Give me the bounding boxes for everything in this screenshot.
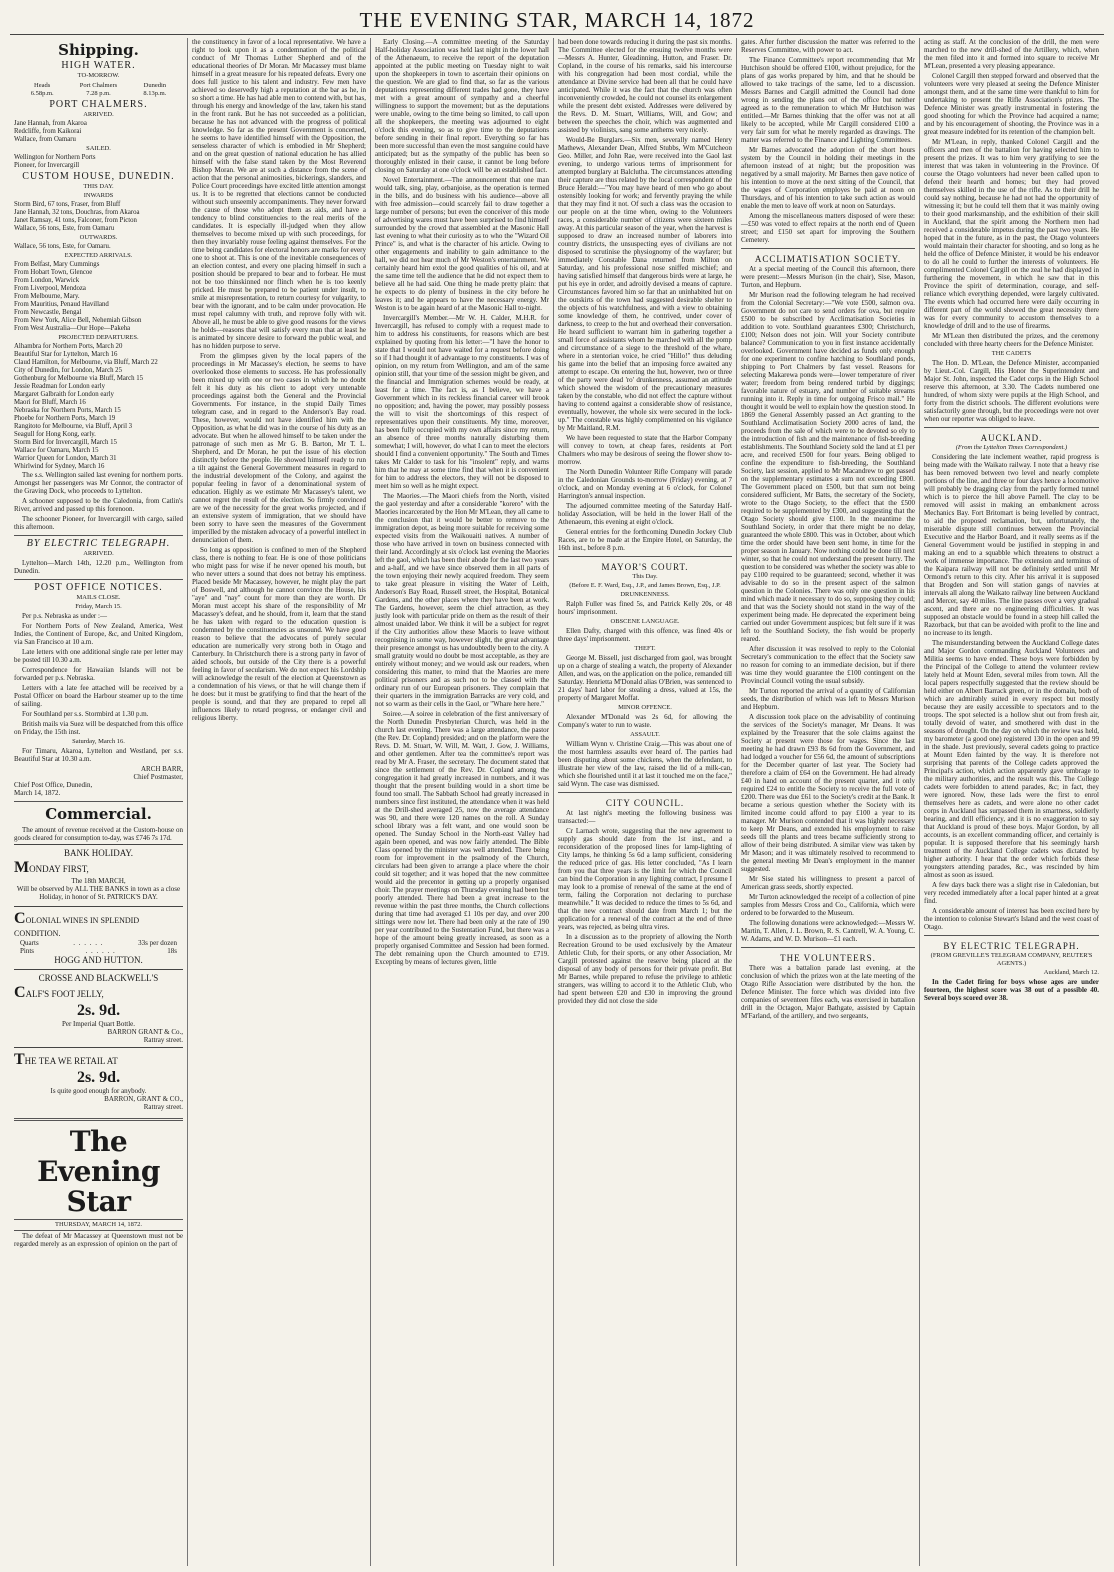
- council-paragraph: At last night's meeting the following business was transacted:—: [558, 809, 732, 825]
- divider: [14, 535, 183, 536]
- court-subhead: THEFT.: [634, 645, 656, 652]
- news-paragraph: Colonel Cargill then stepped forward and observed that the volunteers were very pleased at seeing the Defence Minister amongst them, and at the same time were thankful to him for undertaking to present the Rifle Association's prizes. The Defence Minister was greatly instrumental in fostering the good shooting for which the Province had acquired a name; and by his encouragement of shooting, the Province was in a great measure indebted for its retention of the champion belt.: [924, 72, 1099, 136]
- volunteers-paragraph: There was a battalion parade last evening, at the conclusion of which the prizes won at the late meeting of the Otago Rifle Association were distributed by the hon. the Defence Minister. The force which was divided into five companies of seventeen files each, was exercised in battalion drill in the Octagon, Major Bathgate, assisted by Captain M'Farland, of the artillery, and two sergeants,: [741, 964, 915, 1020]
- mayors-court-day: This Day.: [632, 573, 658, 580]
- cadets-heading: THE CADETS: [991, 350, 1032, 357]
- divider: [924, 427, 1099, 428]
- wines-ad: [14, 906, 183, 969]
- to-morrow-label: TO-MORROW.: [77, 72, 120, 79]
- bank-date: The 18th MARCH,: [71, 877, 126, 885]
- column-2: [188, 38, 371, 1566]
- court-subhead: ASSAULT.: [630, 731, 660, 738]
- auckland-subtitle: (From the Lyttelton Times Correspondent.): [955, 444, 1068, 451]
- post-footer: Chief Post Office, Dunedin,: [14, 781, 93, 789]
- column-5: [737, 38, 920, 1566]
- leader-paragraph: From the glimpses given by the local papers of the proceedings in Mr Macassey's election, he seems to have overlooked those elements to success. He has professionally been mixed up with one or two cases in which he no doubt felt it his duty as his client to adopt very untenable proceedings against both the General and the Provincial Governments. For instance, in the stupid Daily Times telegram case, and in regard to the Anderson's Bay road. These, however, would not have identified him with the Opposition, as what he did was in the course of his duty as an advocate. But when he allowed himself to be taken under the patronage of such men as Mr G. B. Barton, Mr T. L. Shepherd, and Dr Moran, he put the issue of his election distinctly before the people. He showed himself ready to run a tilt against the General Government measures in regard to the industrial development of the Colony, and against the popular feeling in favor of a denominational system of education. Highly as we estimate Mr Macassey's talent, we cannot regret the result of the election. So firmly convinced are we of the necessity for the great works projected, and if an extensive system of immigration, that we should have been sorry to have seen the measures of the Government imperilled by the mistaken advocacy of a powerful intellect in denunciation of them.: [192, 352, 366, 544]
- auckland-title: AUCKLAND.: [980, 433, 1043, 443]
- news-paragraph: The North Dunedin Volunteer Rifle Company will parade in the Caledonian Grounds to-morrow (Friday) evening, at 7 o'clock, and on Monday evening at 6 o'clock, for Colonel Harrington's annual inspection.: [558, 468, 732, 500]
- post-signature: ARCH BARR,: [140, 765, 183, 773]
- post-signature-title: Chief Postmaster,: [133, 773, 183, 781]
- auckland-paragraph: The misunderstanding between the Auckland College dates and Major Gordon commanding Auckland Volunteers and Militia seems to have ended. These boys were forbidden by the Principal of the College to attend the volunteer review lately held at Mount Eden, several miles from town. All the local papers respectfully suggested that the review should be held either on Albert Barrack green, or in the domain, both of which are admirably suited in every respect but mostly because they are easily accessible to spectators and to the troops. The spot selected is a hollow shut out from fresh air, totally devoid of water, and smothered with dust in the seasons of drought. On the day on which the review was held, my barometer (a good one) registered 130 in the open and 99 in the shade. Just previously, several cadets going to practice at Mount Eden fainted by the way. It is therefore not surprising that parents of the College cadets approved the Principal's action, which action apparently gave umbrage to the military authorities, and the result was this. The College cadets were forbidden to attend parades, &c; in fact, they were ignored. Now, these lads were the first to enrol themselves here as cadets, and were alone no other cadet corps in Auckland has surpassed them in smartness, soldierly bearing, and drill efficiency, and it is no exaggeration to say that Auckland is proud of these boys. Major Gordon, by all accounts, is an excellent commanding officer, and certainly is popular. It is supposed therefore that his seemingly harsh treatment of the Auckland College cadets was dictated by higher authority. I hear that the order which forbids these youngsters attending parades, &c., was rescinded by him almost as soon as issued.: [924, 639, 1099, 879]
- column-6: [920, 38, 1103, 1566]
- divider: [924, 935, 1099, 936]
- arrived-list: Jane Hannah, from Akaroa Redcliffe, from Kaikorai Wallace, from Oamaru: [14, 120, 87, 143]
- shipping-title: Shipping.: [58, 41, 139, 59]
- court-text: William Wynn v. Christine Craig.—This was about one of the most harmless assaults ever heard of. The parties had been disputing about some chickens, when the defendant, to illustrate her view of the law, raised the lid of a milk-can, which she flourished until it at last it touched me on the face," said Wynn. The case was dismissed.: [558, 740, 732, 788]
- auckland-paragraph: A few days back there was a slight rise in Caledonian, but very receded immediately after a local paper hinted at a great find.: [924, 881, 1099, 905]
- column-4: [554, 38, 737, 1566]
- shipping-note: The schooner Pioneer, for Invercargill with cargo, sailed this afternoon.: [14, 515, 183, 531]
- court-subhead: DRUNKENNESS.: [620, 591, 670, 598]
- tide-heads: Heads 6.58p.m.: [30, 82, 54, 97]
- accl-paragraph: At a special meeting of the Council this afternoon, there were present:—Messrs Murison (in the chair), Sise, Mason, Turton, and Hepburn.: [741, 265, 915, 289]
- post-line: Letters with a late fee attached will be received by a Postal Officer on board the Harbour steamer up to the time of sailing.: [14, 684, 183, 708]
- mayors-court-bench: (Before E. F. Ward, Esq., J.P., and James Brown, Esq., J.P.: [569, 582, 721, 589]
- tea-seller: BARRON, GRANT & CO.,: [104, 1095, 183, 1103]
- jelly-top: CROSSE AND BLACKWELL'S: [38, 973, 159, 983]
- court-subhead: OBSCENE LANGUAGE.: [610, 618, 680, 625]
- volunteers-title: THE VOLUNTEERS.: [780, 953, 876, 963]
- news-paragraph: General entries for the forthcoming Dunedin Jockey Club Races, are to be made at the Empire Hotel, on Saturday, the 16th inst., before 8 p.m.: [558, 528, 732, 552]
- column-1: [10, 38, 188, 1566]
- tea-price: 2s. 9d.: [76, 1069, 121, 1086]
- accl-paragraph: A discussion took place on the advisability of continuing the services of the Society's manager, Mr Deans. It was explained by the Treasurer that the sole claims against the Society at present were those for wages. Since the last meeting he had drawn £93 8s 6d from the Government, and had lodged a voucher for £56 6d, the amount of subscriptions for the December quarter of last year. The Society had therefore a claim of £64 on the Government. He had already £40 in hand on account of the present quarter, and it only required £24 to entitle the Society to receive the full vote of £200. There was due £61 to the Society's credit at the Bank. It became a serious question whether the Society with its limited income could afford to pay £100 a year to its manager. Mr Murison contended that it was highly necessary to keep Mr Deans, and extended his employment to raise seeds till the plants and trees became sufficiently strong to allow of their being distributed. A similar view was taken by Mr Mason; and it was ultimately resolved to recommend to the general meeting Mr Dean's employment in the manner suggested.: [741, 713, 915, 873]
- top-rule: [10, 34, 1104, 35]
- commercial-title: Commercial.: [45, 805, 152, 823]
- post-line: Saturday, March 16.: [72, 738, 125, 745]
- telegraph-arrived: ARRIVED.: [83, 550, 114, 557]
- tide-dunedin: Dunedin 8.13p.m.: [143, 82, 167, 97]
- accl-paragraph: Mr Sise stated his willingness to present a parcel of American grass seeds, shortly expected.: [741, 875, 915, 891]
- post-line: Per p.s. Nebraska as under :—: [22, 612, 107, 620]
- telegraph-date: Auckland, March 12.: [1043, 969, 1099, 976]
- outwards-heading: OUTWARDS.: [79, 234, 118, 241]
- news-paragraph: Novel Entertainment.—The announcement that one man would talk, sing, play, orbanjoise, as the operation is termed in the bills, and do business with his audience—above all with free admission—could scarcely fail to draw together a large number of persons; but even the conceiver of this mode of advertising wares must have been surprised to find himself surrounded by the crowd that assembled at the Masonic Hall last evening to what their curiosity as to who the "Wizard Oil Prince" is, and what is the character of his article. Owing to other engagements and inability to gain admittance to the hall, we did not hear much of Mr Weston's entertainment. We certainly heard him extol the good qualities of his oil, and at the same time tell the audience that he did not expect them to believe all he had said. One thing he made pretty plain: that he expects to do plenty of business in the city before he leaves it; and he appears to have the necessary energy. Mr Weston is to be again heard of at the Masonic Hall to-night.: [375, 176, 549, 312]
- customs-heading: CUSTOM HOUSE, DUNEDIN.: [22, 171, 175, 182]
- outwards-list: Wallace, 56 tons, Este, for Oamaru.: [14, 243, 111, 250]
- council-paragraph: In a discussion as to the propriety of allowing the North Recreation Ground to be used exclusively by the Amateur Athletic Club, for their sports, or any other Association, Mr Cargill protested against the reserve being placed at the disposal of any body of persons for their private profit. But Mr Barnes, while prepared to refuse the privilege to athletic strangers, was willing to accord it to the Athletic Club, who had spent between £20 and £30 in improving the ground provided they did not close the side: [558, 933, 732, 1005]
- post-line: For Southland per s.s. Stormbird at 1.30 p.m.: [22, 710, 149, 718]
- telegraph-heading: BY ELECTRIC TELEGRAPH.: [26, 538, 171, 549]
- news-paragraph: Among the miscellaneous matters disposed of were these:—£50 was voted to effect repairs at the north end of Queen street; and £150 set apart for improving the Southern Cemetery.: [741, 212, 915, 244]
- auckland-paragraph: A considerable amount of interest has been excited here by the intention to colonise Stewart's Island and the west coast of Otago.: [924, 907, 1099, 931]
- post-line: For Northern Ports of New Zealand, America, West Indies, the Continent of Europe, &c, and United Kingdom, via San Francisco at 10 a.m.: [14, 622, 183, 646]
- news-paragraph: Soiree.—A soiree in celebration of the first anniversary of the North Dunedin Presbyterian Church, was held in the church last evening. There was a large attendance, the pastor (the Rev. Dr. Copland) presided; and on the platform were the Revs. D. M. Stuart, W. Will, M. Watt, J. Gow, J. Williams, and other gentlemen. After tea the committee's report was read by Mr A. Fraser, the secretary. The document stated that since the settlement of the Rev. Dr. Copland among the congregation it had greatly increased in numbers, and it was thought that the present building would in a short time be found too small. The Sabbath School had greatly increased in numbers since first instituted, the attendance when it was held at the Drill-shed averaged 25, now the average attendance was 90, and there were 120 names on the roll. A Sunday school library was a felt want, and one would soon be opened. The Sunday School in the North-east Valley had again been opened, and was now fairly attended. The Bible Class opened by the minister was well attended. There being room for improvement in the psalmody of the Church, circulars had been given to arrange a place where the choir could sit together; and it was hoped that the new committee would aid the precentor in getting up a properly organised choir. The prayer meetings on Thursday evening had been but poorly attended. There had been a great increase to the revenue within the past three months, the Church collections during that time had averaged £1 10s per day, and over 200 sittings were now let. There had been only at the rate of 190 per year contributed to the Sustentation Fund, but there was a hope of the amount being greatly increased, as soon as a properly organised Committee and Session had been formed. The debt remaining upon the Church amounted to £719. Excepting by means of lectures given, little: [375, 710, 549, 966]
- shipping-note: The s.s. Wellington sailed last evening for northern ports. Amongst her passengers was Mr Connor, the contractor of the Graving Dock, who proceeds to Lyttelton.: [14, 471, 183, 495]
- acclimatisation-title: ACCLIMATISATION SOCIETY.: [754, 254, 902, 264]
- post-office-heading: POST OFFICE NOTICES.: [34, 582, 163, 593]
- divider: [741, 248, 915, 249]
- telegraph-title: BY ELECTRIC TELEGRAPH.: [943, 941, 1080, 951]
- court-subhead: MINOR OFFENCE.: [618, 704, 672, 711]
- sailed-list: Wellington for Northern Ports Pioneer, for Invercargill: [14, 154, 96, 169]
- bank-first-line: MONDAY FIRST,: [14, 859, 89, 876]
- bank-title: BANK HOLIDAY.: [63, 848, 133, 858]
- columns: [10, 38, 1104, 1566]
- news-paragraph: We have been requested to state that the Harbor Company will convey to town, at cheap fares, residents at Port Chalmers who may be desirous of seeing the flower show to-morrow.: [558, 434, 732, 466]
- post-line: British mails via Suez will be despatched from this office on Friday, the 15th inst.: [14, 720, 183, 736]
- leader-paragraph: the constituency in favor of a local representative. We have a right to look upon it as a condemnation of the political conduct of Mr Thomas Luther Shepherd and of the educational theories of Dr Moran. Mr Macassey must blame himself in a great measure for his repeated defeats. Every one does full justice to his talent and industry. Few men have achieved so deservedly high a reputation at the bar as he, in so short a time. He has had able men to contend with, but has, through his energy and knowledge of the law, taken his stand in the front rank. But he has not succeeded as a politician, because he has not advanced with the progress of political knowledge. So far as the present Government is concerned, he seems to have identified himself with the Opposition, the senseless character of which is embodied in Mr Shepherd; and on the great question of national education he has allied himself with the false stand taken by the Most Reverend Bishop Moran. We are at such a distance from the scene of action that the personal animosities, bickerings, slanders, and Police Court proceedings have excited little attention amongst us. It is to be regretted that elections cannot be conducted without such unseemly accompaniments. They never forward the cause of those who adopt them as aids, and have a tendency to blind constituencies to the real merits of the candidates. It is especially ill-judged when they allow themselves to become mixed up with such proceedings, for then they invariably rouse feeling against themselves. For the time being candidates for electoral honors are marks for every one to shoot at. This is one of the inevitable consequences of an election contest, and every one placing himself in such a position should be prepared to bear and to forbear. He must not be too thinskinned nor flinch when he is too keenly pricked. He must be prepared to be patient under insult, to smile at misrepresentation, to return courtesy for vulgarity, to bear with the ignorant, and to be calm under provocation. He must repel calumny with truth, and reprove folly with wit. Above all, he must be able to give good reasons for the views he holds—reasons that will satisfy every man that at least he is animated by sincere desire to forward the public weal, and has no hidden purpose to serve.: [192, 38, 366, 350]
- expected-list: From Belfast, Mary Cummings From Hobart Town, Glencoe From London, Warwick From Liverpool, Mendoza From Melbourne, Mary. From Mauritius, Penaud Havilland From Newcastle, Bengal From New York, Alice Bell, Nehemiah Gibson From West Australia—Our Hope—Pakeha: [14, 261, 142, 332]
- mayors-court-title: MAYOR'S COURT.: [601, 562, 689, 572]
- accl-paragraph: The following donations were acknowledged:—Messrs W. Martin, T. Allen, J. L. Brown, R. S. Cantrell, W. A. Young, C. W. Adams, and W. D. Murison—£1 each.: [741, 919, 915, 943]
- divider: [14, 1118, 183, 1121]
- news-paragraph: Mr M'Lean then distributed the prizes, and the ceremony concluded with three hearty cheers for the Defence Minister.: [924, 332, 1099, 348]
- tide-table: [14, 82, 183, 98]
- post-line: For Timaru, Akaroa, Lyttelton and Westland, per s.s. Beautiful Star at 10.30 a.m.: [14, 747, 183, 763]
- customs-day: THIS DAY.: [83, 183, 114, 190]
- cadets-paragraph: The Hon. D. M'Lean, the Defence Minister, accompanied by Lieut.-Col. Cargill, His Honor the Superintendent and Major St. John, inspected the Cadet corps in the High School reserve this afternoon, at 3.30. The Cadets numbered one hundred, of whom sixty were pupils at the High School, and forty from the district schools. The different evolutions were satisfactorily gone through, but the proceedings were not over when our reporter was obliged to leave.: [924, 359, 1099, 423]
- city-council-title: CITY COUNCIL.: [605, 798, 685, 808]
- jelly-title: CALF'S FOOT JELLY,: [14, 984, 104, 1001]
- divider: [14, 579, 183, 580]
- post-footer-date: March 14, 1872.: [14, 789, 61, 797]
- news-paragraph: Early Closing.—A committee meeting of the Saturday Half-holiday Association was held last night in the lower hall of the Athenaeum, to receive the report of the deputation appointed at the public meeting on Tuesday night to wait upon the shopkeepers in town to ascertain their opinions on the question. We are glad to find that, so far as the various deputations representing different trades had gone, they have met with a great amount of sympathy and a cheerful willingness to support the movement; but as the deputations were unable, owing to the time being so limited, to call upon all the shopkeepers, the meeting was adjourned to eight o'clock this evening, so as to give time to the deputations before sending in their final report. Everything so far has been more successful than even the most sanguine could have anticipated; but as the sympathy of the public has been so thoroughly enlisted in their cause, it cannot be long before closing on Saturday at one o'clock will be an established fact.: [375, 38, 549, 174]
- nameplate-date: THURSDAY, MARCH 14, 1872.: [14, 1219, 183, 1231]
- tea-ad: [14, 1047, 183, 1114]
- inwards-heading: INWARDS: [83, 192, 114, 199]
- court-text: George M. Bissell, just discharged from gaol, was brought up on a charge of stealing a watch, the property of Alexander Allen, and was, on the application on the police, remanded till Saturday. Henrietta M'Donald alias O'Brien, was sentenced to 21 days' hard labor for stealing a dress, valued at 15s, the property of Margaret Moffat.: [558, 654, 732, 702]
- court-text: Ralph Fuller was fined 5s, and Patrick Kelly 20s, or 48 hours' imprisonment.: [558, 600, 732, 616]
- divider: [741, 947, 915, 948]
- divider: [14, 801, 183, 802]
- column-3: [371, 38, 554, 1566]
- jelly-ad: [14, 969, 183, 1047]
- jelly-per: Per Imperial Quart Bottle.: [61, 1020, 136, 1028]
- telegraph-subtitle: (FROM GREVILLE'S TELEGRAM COMPANY, REUTER'S AGENTS.): [930, 952, 1093, 967]
- departures-heading: PROJECTED DEPARTURES.: [58, 334, 139, 341]
- divider: [558, 792, 732, 793]
- news-paragraph: Mr M'Lean, in reply, thanked Colonel Cargill and the officers and men of the battalion for having selected him to present the prizes. It was to him very gratifying to see the interest that was taken in volunteering in the Province. Of course the Otago volunteers had never been called upon to defend their hearth and homes; but they had proved themselves skilled in the use of the rifle. As to their drill he could say nothing, because he had not had the opportunity of witnessing it; but he could tell them that it was mainly owing to their good marksmanship, and the exhibition of their skill in Auckland, that the spirit among the Northern men had received a considerable impetus during the past two years. He hoped that in the future, as in the past, the Otago volunteers would maintain their character for shooting, and so long as he held the office of Defence Minister, it would be his endeavor to do all he could to further the interests of volunteers. He complimented Colonel Cargill on the zeal he had displayed in furthering the movement, in which he saw that in this Province the spirit of determination, courage, and self-reliance which everything depended, were largely cultivated. The events which had occurred here were daily occurring in different part of the world showed the great necessity there was for every community to accustom themselves to a knowledge of drill and to the use of firearms.: [924, 138, 1099, 330]
- telegraph-paragraph: In the Cadet firing for boys whose ages are under fourteen, the highest score was 38 out of a possible 40. Several boys scored over 38.: [924, 978, 1099, 1002]
- shipping-note: A schooner supposed to be the Caledonia, from Catlin's River, arrived and passed up this forenoon.: [14, 497, 183, 513]
- wines-seller: HOGG AND HUTTON.: [54, 955, 143, 965]
- news-paragraph: gates. After further discussion the matter was referred to the Reserves Committee, with power to act.: [741, 38, 915, 54]
- port-heading: PORT CHALMERS.: [49, 99, 148, 110]
- tide-port-chalmers: Port Chalmers 7.28 p.m.: [79, 82, 118, 97]
- news-paragraph: Invercargill's Member.—Mr W. H. Calder, M.H.R. for Invercargill, has refused to comply with a request made to him to address his constituents, for reasons which are best explained by quoting from his letter:—"I have the honor to state that I would not have waited for a request before doing so if I had thought it of advantage to my constituents. I was of opinion, on my return from Wellington, and am of the same opinion still, that your time of the session might be given, and the financial and Immigration schemes would be ready, at least for a time. The fact is, as I believe, we have a Government which in its reckless financial career will brook no opposition; and, having the power, may possibly possess the will to visit the shortcomings of this respect of representatives upon their constituents. My time, moreover, has been fully occupied with my own affairs since my return, an absence of three months naturally disturbing them somewhat; I will, however, do what I can to meet the electors should I find a convenient opportunity." The South and Times takes Mr Calder to task for his "insolent" reply, and warns him that he may at some time find that when it is convenient for him to address the electors, they will not be disposed to meet him so well as he might expect.: [375, 314, 549, 490]
- mails-close-heading: MAILS CLOSE.: [76, 594, 121, 601]
- jelly-street: Rattray street.: [143, 1036, 183, 1044]
- commercial-text: The amount of revenue received at the Custom-house on goods cleared for consumption to-day, was £746 7s 17d.: [14, 826, 183, 842]
- news-paragraph: Would-Be Burglars.—Six men, severally named Henry Mathews, Alexander Dean, Alfred Stubbs, Wm M'Cutcheon Geo. Miller, and John Rae, were received into the Gaol last evening, to undergo various terms of imprisonment for attempted burglary at Balclutha. The circumstances attending their capture are thus related by the local correspondent of the Bruce Herald:—"You may have heard of men who go about ostensibly looking for work; and fervently praying the while that they may find it not. Of such a class was the occasion to our people on at the time when, owing to the Volunteers races, a considerable number of citizens were sixteen miles away. At this particular season of the year, when the harvest is supposed to draw an increased number of laborers into country districts, the unsuspecting eyes of civilians are not disposed to scrutinise the physiognomy of the wayfarer; but immediately Constable Dana returned from Milton on Saturday, and his professional nose sniffed mischief; and having satisfied himself that dangerous birds were at large, he put his eye in order, and adroitly devised a means of capture. Circumstances favored him so far that an uninhabited hut on the outskirts of the town had suggested desirable shelter to the objects of his watchfulness, and with a view to obtaining some knowledge of them, he contrived, under cover of darkness, to creep to the hut and overhead their conversation. He heard sufficient to warrant him in gathering together a small force of assistants whom he marched with all the pomp and circumstance of a siege to the threshold of the whare, where in a stentorian voice, he cried "Hillo!" thus deluding his game into the belief that an imposing force awaited any attempt to escape. On entering the hut, however, two or three of the party were dead 'ro' drunkenness, assumed an attitude which showed the wisdom of the precautionary measures taken by the constable, who did not effect the capture without having to contend against a considerable show of resistance, eventually, however, the whole six were secured in the lock-up." The constable was highly complimented on his vigilance by Mr Maitland, R.M.: [558, 136, 733, 432]
- news-paragraph: Mr Barnes advocated the adoption of the short hours system by the Council in holding their meetings in the afternoon instead of at night; but the proposition was negatived by a small majority. Mr Barnes then gave notice of his intention to move at the next sitting of the Council, that the wages of Corporation employes be paid at noon on Thursdays, and of his intention to take such action as would enable the men to leave off work at noon on Saturdays.: [741, 146, 915, 210]
- wines-title: COLONIAL WINES IN SPLENDID CONDITION.: [14, 910, 140, 938]
- wines-row: Pints . . . . . . 18s: [20, 947, 177, 955]
- bank-holiday-ad: [14, 844, 183, 906]
- nameplate: The Evening Star: [37, 1125, 160, 1218]
- court-text: Ellen Dafty, charged with this offence, was fined 40s or three days' imprisonment.: [558, 627, 732, 643]
- news-paragraph: The Finance Committee's report recommending that Mr Hutchison should be offered £100, without prejudice, for the plans of gas works prepared by him, and that he should be allowed to take tracings of the same, led to a discussion. Messrs Barnes and Cargill admitted the Council had done wrong in sending the plans out of the office but neither agreed as to the remuneration to which Mr Hutchison was entitled.—Mr Barnes thinking that the offer was not at all likely to be accepted, while Mr Cargill considered £100 a very fair sum for what he merely regarded as drawings. The matter was referred to the Finance and Lighting Committees.: [741, 56, 915, 144]
- jelly-price: 2s. 9d.: [76, 1002, 121, 1019]
- sailed-heading: SAILED.: [86, 145, 111, 152]
- inwards-list: Storm Bird, 67 tons, Fraser, from Bluff Jane Hannah, 32 tons, Douchras, from Akaroa Janet Ramsay, 41 tons, Falconer, from Picton Wallace, 56 tons, Este, from Oamaru: [14, 201, 140, 232]
- leader-paragraph: So long as opposition is confined to men of the Shepherd class, there is nothing to fear. He is one of those politicians who might pass for wise if he never opened his mouth, but who never utters a sound that does not betray his emptiness. Placed beside Mr Macassey, however, he might play the part of Boswell, and although he cannot convince the House, his "aye" and "nay" count for more than they are worth. Dr Moran must accept his share of the responsibility of Mr Macassey's defeat, and he should, from it, learn that the stand he has taken with regard to the education question is condemned by the constituencies as unsound. We have good reason to believe that the advocates of purely secular education are numerically very strong both in Otago and Canterbury. In Christchurch there is a strong party in favor of aided schools, but outside of the City there is a powerful feeling in favor of secularism. We do not expect his Lordship will acknowledge the result of the election at Queenstown as a condemnation of his views, or that he will change them if he does: but it must be gratifying to find that the heart of the people is sound, and that they are prepared to repel all influences likely to retard progress, or endanger civil and religious liberty.: [192, 546, 366, 722]
- telegraph-text: Lyttelton—March 14th, 12.20 p.m., Wellington from Dunedin.: [14, 559, 183, 575]
- accl-paragraph: After discussion it was resolved to reply to the Colonial Secretary's communication to the effect that the Society saw no reason for coming to an immediate decision, but if there was time they would guarantee the £100 contingent on the Provincial Council voting the usual subsidy.: [741, 645, 915, 685]
- post-line: Late letters with one additional single rate per letter may be posted till 10.30 a.m.: [14, 648, 183, 664]
- tea-text: Is quite good enough for anybody.: [50, 1087, 147, 1095]
- news-paragraph: acting as staff. At the conclusion of the drill, the men were marched to the new drill-shed of the Artillery, which, when the men filed into it and formed into square to receive Mr M'Lean, presented a very pleasing appearance.: [924, 38, 1099, 70]
- accl-paragraph: Mr Murison read the following telegram he had received from the Colonial Secretary:—"We vote £500, salmon ova. Government do not care to send orders for ova, but require £500 to be subscribed by Acclimatisation Societies in addition to vote. Southland guarantees £300; Christchurch, £100; Nelson does not join. Will your Society contribute balance? Communication to you in first instance accidentally overlooked. Government have decided as funds only enough for one experiment to confine hatching to Southland ponds, shipping to Port Chalmers by fast vessel. Reasons for selecting Makarewa ponds were—lower temperature of river water; freedom from being rendered turbid by diggings; favorable nature of estuary, and number of suitable streams running into it. Reply in time for outgoing Frisco mail." He thought it would be well to explain how the question stood. In 1869 the General Assembly passed an Act granting to the Southland Acclimatisation Society 2000 acres of land, the proceeds from the sale of which were to be devoted so ely to the introduction of fish and the maintenance of fish-breeding establishments. The Southland Society sold the land at £1 per acre, and received £500 for four years. Being obliged to confine the expenditure to fish-breeding, the Southland Society, last session, applied to Mr Macandrew to get passed on the supplementary estimates a sum not exceeding £800. The Government placed on £500, but that sum not being considered sufficient, Mr Batts, the secretary of the Society, wrote to the Otago Society, to the effect that the £500 required to be supplemented by £300, and suggesting that the Otago Society should give £100. In the meantime the Southland Society, in order that there might be no delay, guaranteed the whole £800. This was in October, about which time the order should have been sent home, in time for the proper season in January. Now nothing could be done till next winter, so that he could not understand the present hurry. The question to be considered was whether the society was able to pay £100 required to be guaranteed; second, whether it was advisable to do so in the present aspect of the salmon question in the Colonies. There was only one question in his mind which made it necessary to do so, supposing they could; and that was the Society should not stand in the way of the experiment being made. He deprecated the experiment being carried out under Government auspices; but felt sure if it was left to the Southland Society, the fish would be properly reared.: [741, 291, 915, 643]
- high-water-heading: HIGH WATER.: [61, 60, 136, 71]
- accl-paragraph: Mr Turton reported the arrival of a quantity of Californian seeds, the distribution of which was left to Messrs Murison and Hepburn.: [741, 687, 915, 711]
- leader-start: The defeat of Mr Macassey at Queenstown must not be regarded merely as an expression of opinion on the part of: [14, 1232, 183, 1248]
- post-line: Correspondence for Hawaiian Islands will not be forwarded per p.s. Nebraska.: [14, 666, 183, 682]
- accl-paragraph: Mr Turton acknowledged the receipt of a collection of pine samples from Messrs Cross and Co., California, which were ordered to be forwarded to the Museum.: [741, 893, 915, 917]
- jelly-seller: BARRON GRANT & Co.,: [107, 1028, 183, 1036]
- news-paragraph: The Maories.—The Maori chiefs from the North, visited the gaol yesterday and after a considerable "korero" with the Maories incarcerated by the Hon Mr M'Lean, they all came to the conclusion that it would be better to remove to the immigration depot, as being more suitable for receiving some expected visits from the Waikouaiti natives. A number of those who have arrived in town on business connected with their land. Accordingly at six o'clock last evening the Maories left the gaol, which has been their abode for the last two years and a-half, and we have since observed them in all parts of the town enjoying their newly acquired freedom. They seem to take great pleasure in visiting the Water of Leith, Anderson's Bay Road, Russell street, the Hospital, Botanical Gardens, and the other places where they have been at work. The Gardens, however, seem the chief attraction, as they justly look with particular pride on them as the result of their almost unaided labor. We think it will be a subject for regret if the City authorities allow these Maoris to leave without recognising in some way, however slight, the great advantage their presence amongst us has undoubtedly been to the city. A small gratuity would no doubt be most acceptable, as they are entirely without money; and we would ask our readers, when considering this matter, to mind that the Maories are mere political prisoners and as such not to be classed with the ordinary run of our European prisoners. They complain that their quarters in the immigration Barracks are very cold, and not so warm as their cells in the Gaol, or "Whare here here.": [375, 492, 549, 708]
- news-paragraph: The adjourned committee meeting of the Saturday Half-holiday Association, will be held in the lower Hall of the Athenaeum, this evening at eight o'clock.: [558, 502, 732, 526]
- expected-heading: EXPECTED ARRIVALS.: [64, 252, 133, 259]
- divider: [558, 556, 732, 557]
- page-masthead: THE EVENING STAR, MARCH 14, 1872: [359, 8, 755, 32]
- wines-row: Quarts . . . . . . 33s per dozen: [20, 939, 177, 947]
- tea-street: Rattray street.: [143, 1103, 183, 1111]
- bank-text: Will be observed by ALL THE BANKS in town as a close Holiday, in honor of St. PATRICK'S DAY.: [16, 885, 181, 901]
- mails-date: Friday, March 15.: [75, 603, 122, 610]
- departures-list: Alhambra for Northern Ports, March 20 Beautiful Star for Lyttelton, March 16 Claud Hamilton, for Melbourne, via Bluff, March 22 City of Dunedin, for London, March 25 Gothenburg for Melbourne via Bluff, March 15 Jessie Readman for London early Margaret Galbraith for London early Maori for Bluff, March 16 Nebraska for Northern Ports, March 15 Phoebe for Northern Ports, March 19 Rangitoto for Melbourne, via Bluff, April 3 Seagull for Hong Kong, early. Storm Bird for Invercargill, March 15 Wallace for Oamaru, March 15 Warrior Queen for London, March 31 Whirlwind for Sydney, March 16: [14, 343, 158, 470]
- news-paragraph: had been done towards reducing it during the past six months. The Committee elected for the ensuing twelve months were—Messrs A. Hunter, Gleadinning, Hutton, and Fraser. Dr. Copland, in the course of his remarks, said his intercourse with his congregation had been most cordial, while the attendance at Divine service had been all that he could have anticipated. While it was the fact that the church was often inconveniently crowded, he could not counsel its enlargement while the present debt existed. Addresses were delivered by the Revs. D. M. Stuart, Williams, Will, and Gow; and between the speeches the choir, which was augmented and assisted by violinists, sang some anthems very nicely.: [558, 38, 732, 134]
- arrived-heading: ARRIVED.: [83, 111, 114, 118]
- tea-title: THE TEA WE RETAIL AT: [14, 1051, 118, 1068]
- council-paragraph: Cr Larnach wrote, suggesting that the new agreement to supply gas should date from the 1st inst., and a reconsideration of the proposed lines for lamp-lighting of City lamps, he thinking 5s 6d a lamp sufficient, considering the reduced price of gas. His letter concluded, "As I learn from you that three years is the limit for which the Council can bind the Corporation in any lighting contract, I presume I may look to a promise of renewal of the same at the end of term, failing the Corporation not declaring to purchase meanwhile." It was decided to reduce the times to 5s 6d, and that the new contract should date from March 1; but the application for a renewal of the contract at the end of three years, was rejected, as being ultra vires.: [558, 827, 732, 931]
- auckland-paragraph: Considering the late inclement weather, rapid progress is being made with the Waikato railway. I note that a heavy rise has been removed between two level and nearly complete portions of the line, and three or four days hence a locomotive will probably be dragging clay from the partly formed tunnel which is to pierce the hill above Parnell. The clay to be removed will assist in making an embankment across Mechanics Bay. Fort Britomart is being levelled by contract, to aid the proposed reclamation, but, unfortunately, the miserable dispute still continues between the Provincial Executive and the Harbor Board, and it really seems as if the General Government would be justified in stepping in and making an end to a squabble which threatens to obstruct a work of immense importance. The extension and terminus of the Kaipara railway will not be definitely settled until Mr Ormond's return to this city. After his arrival it is supposed that Brogden and Son will station gangs of navvies at intervals all along the Waikato railway line between Auckland and Mercer, say 40 miles. The line passes over a very gradual ascent, and there are no engineering difficulties. It was supposed an obstacle would be found in a steep hill called the Razorback, but that can be avoided with profit to the line and no increase to its length.: [924, 453, 1099, 637]
- court-text: Alexander M'Donald was 2s 6d, for allowing the Company's water to run to waste.: [558, 713, 732, 729]
